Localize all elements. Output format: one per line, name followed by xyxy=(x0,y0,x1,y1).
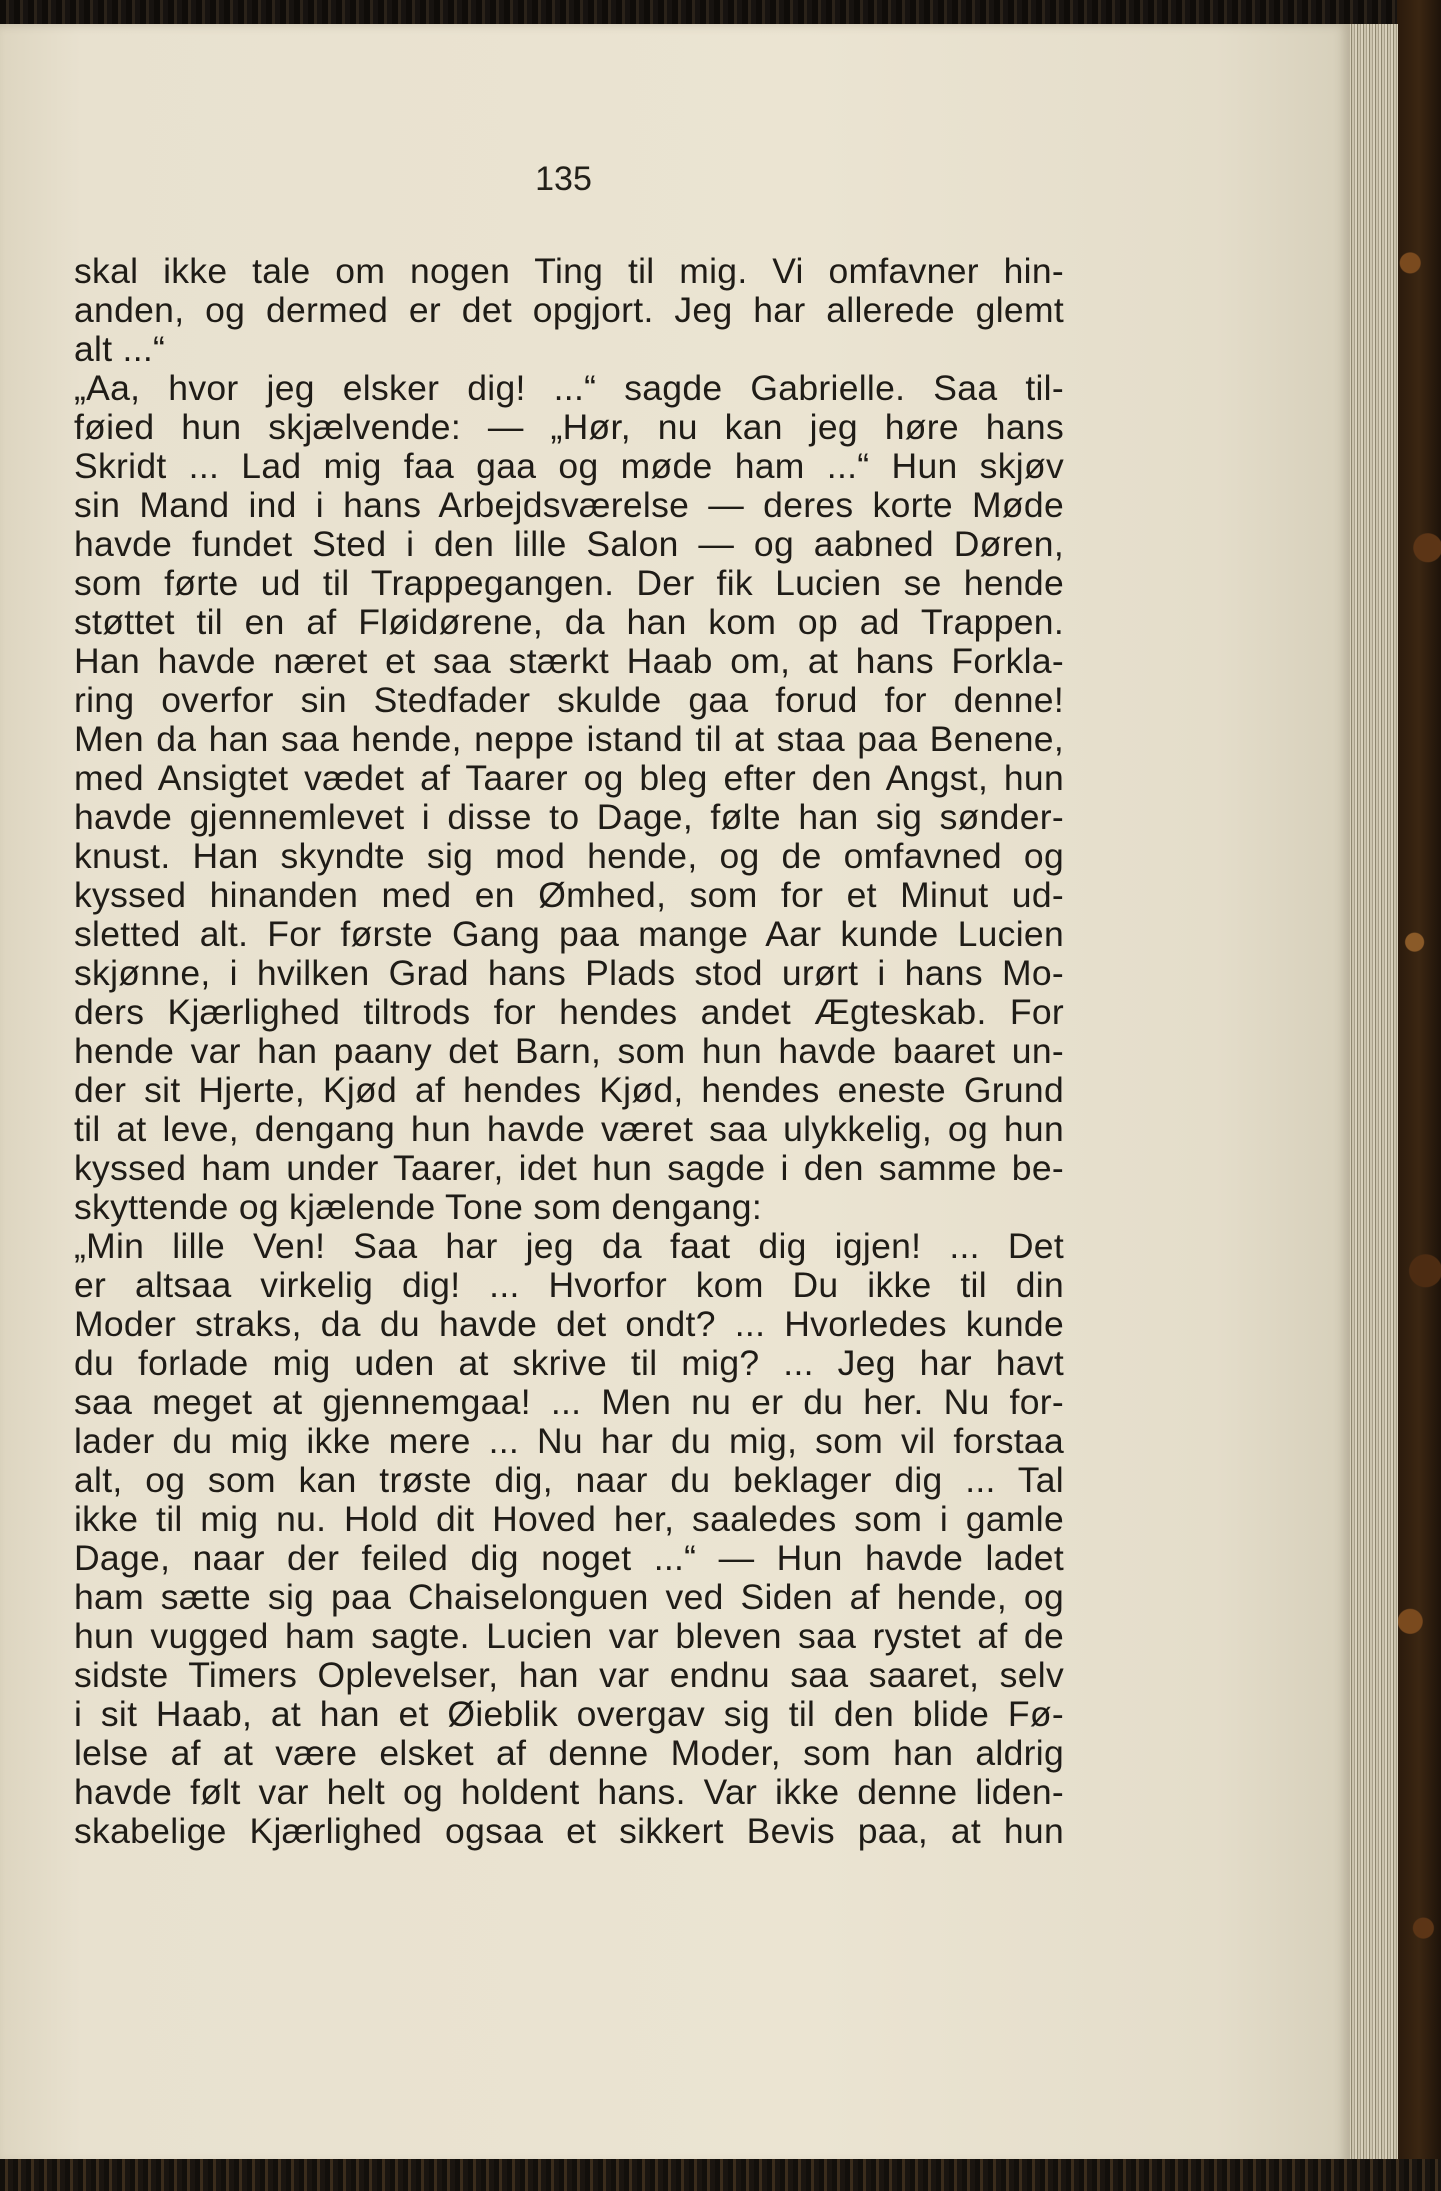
text-line: sidste Timers Oplevelser, han var endnu saa saaret, selv xyxy=(74,1655,1064,1695)
text-line: Skridt ... Lad mig faa gaa og møde ham ...“ Hun skjøv xyxy=(74,446,1064,486)
text-line: til at leve, dengang hun havde været saa ulykkelig, og hun xyxy=(74,1109,1064,1149)
binding-bottom-edge xyxy=(0,2159,1441,2191)
text-line: havde følt var helt og holdent hans. Var ikke denne liden- xyxy=(74,1772,1064,1812)
text-line: skyttende og kjælende Tone som dengang: xyxy=(74,1187,762,1227)
text-line: skjønne, i hvilken Grad hans Plads stod urørt i hans Mo- xyxy=(74,953,1064,993)
text-line: Moder straks, da du havde det ondt? ... Hvorledes kunde xyxy=(74,1304,1064,1344)
text-line: alt ...“ xyxy=(74,329,166,369)
text-line: ham sætte sig paa Chaiselonguen ved Siden af hende, og xyxy=(74,1577,1064,1617)
body-text xyxy=(74,252,1064,1851)
text-line: havde fundet Sted i den lille Salon — og aabned Døren, xyxy=(74,524,1064,564)
text-line: ders Kjærlighed tiltrods for hendes andet Ægteskab. For xyxy=(74,992,1064,1032)
text-line: skal ikke tale om nogen Ting til mig. Vi omfavner hin- xyxy=(74,251,1064,291)
text-line: støttet til en af Fløidørene, da han kom op ad Trappen. xyxy=(74,602,1064,642)
text-line: som førte ud til Trappegangen. Der fik Lucien se hende xyxy=(74,563,1064,603)
text-line: kyssed ham under Taarer, idet hun sagde i den samme be- xyxy=(74,1148,1064,1188)
text-line: kyssed hinanden med en Ømhed, som for et Minut ud- xyxy=(74,875,1064,915)
text-line: alt, og som kan trøste dig, naar du beklager dig ... Tal xyxy=(74,1460,1064,1500)
text-line: Dage, naar der feiled dig noget ...“ — Hun havde ladet xyxy=(74,1538,1064,1578)
text-line: lader du mig ikke mere ... Nu har du mig, som vil forstaa xyxy=(74,1421,1064,1461)
text-line: „Min lille Ven! Saa har jeg da faat dig igjen! ... Det xyxy=(74,1226,1064,1266)
text-line: med Ansigtet vædet af Taarer og bleg efter den Angst, hun xyxy=(74,758,1064,798)
text-line: sletted alt. For første Gang paa mange Aar kunde Lucien xyxy=(74,914,1064,954)
marbled-cover-edge xyxy=(1397,0,1441,2191)
text-line: „Aa, hvor jeg elsker dig! ...“ sagde Gabrielle. Saa til- xyxy=(74,368,1064,408)
text-line: du forlade mig uden at skrive til mig? ... Jeg har havt xyxy=(74,1343,1064,1383)
text-line: der sit Hjerte, Kjød af hendes Kjød, hendes eneste Grund xyxy=(74,1070,1064,1110)
text-line: ring overfor sin Stedfader skulde gaa forud for denne! xyxy=(74,680,1064,720)
book-page xyxy=(0,24,1350,2164)
text-line: havde gjennemlevet i disse to Dage, følte han sig sønder- xyxy=(74,797,1064,837)
text-line: ikke til mig nu. Hold dit Hoved her, saaledes som i gamle xyxy=(74,1499,1064,1539)
text-line: sin Mand ind i hans Arbejdsværelse — deres korte Møde xyxy=(74,485,1064,525)
text-line: lelse af at være elsket af denne Moder, som han aldrig xyxy=(74,1733,1064,1773)
text-line: knust. Han skyndte sig mod hende, og de omfavned og xyxy=(74,836,1064,876)
text-line: er altsaa virkelig dig! ... Hvorfor kom Du ikke til din xyxy=(74,1265,1064,1305)
text-line: anden, og dermed er det opgjort. Jeg har allerede glemt xyxy=(74,290,1064,330)
text-line: saa meget at gjennemgaa! ... Men nu er du her. Nu for- xyxy=(74,1382,1064,1422)
text-line: Men da han saa hende, neppe istand til at staa paa Benene, xyxy=(74,719,1064,759)
text-line: skabelige Kjærlighed ogsaa et sikkert Bevis paa, at hun xyxy=(74,1811,1064,1851)
text-line: Han havde næret et saa stærkt Haab om, at hans Forkla- xyxy=(74,641,1064,681)
text-line: i sit Haab, at han et Øieblik overgav sig til den blide Fø- xyxy=(74,1694,1064,1734)
page-number: 135 xyxy=(535,160,592,198)
text-line: hun vugged ham sagte. Lucien var bleven saa rystet af de xyxy=(74,1616,1064,1656)
text-line: hende var han paany det Barn, som hun havde baaret un- xyxy=(74,1031,1064,1071)
text-line: føied hun skjælvende: — „Hør, nu kan jeg høre hans xyxy=(74,407,1064,447)
